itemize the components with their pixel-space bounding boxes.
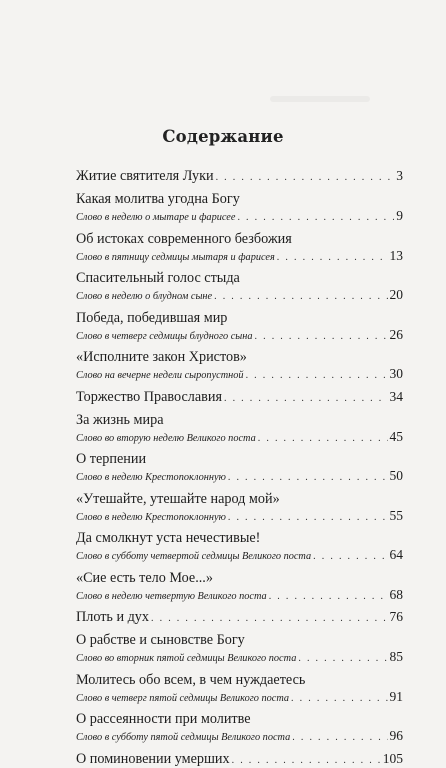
toc-entry-title: Какая молитва угодна Богу bbox=[76, 191, 240, 207]
dot-leader bbox=[269, 591, 388, 603]
toc-page-number: 45 bbox=[389, 428, 403, 444]
toc-page-number: 50 bbox=[389, 468, 403, 483]
dot-leader bbox=[313, 551, 387, 563]
toc-page-number: 85 bbox=[389, 649, 403, 664]
toc-entry bbox=[76, 672, 403, 706]
toc-subtitle-line bbox=[76, 208, 403, 225]
table-of-contents bbox=[76, 168, 403, 768]
toc-title-line bbox=[76, 609, 403, 626]
toc-title-line bbox=[76, 491, 403, 508]
toc-entry-title: Торжество Православия bbox=[76, 388, 222, 405]
dot-leader bbox=[277, 252, 388, 264]
toc-title-line bbox=[76, 310, 403, 327]
toc-page-number: 64 bbox=[389, 547, 403, 562]
toc-entry bbox=[76, 570, 403, 604]
toc-title-line bbox=[76, 451, 403, 468]
toc-entry-subtitle: Слово в субботу четвертой седмицы Великого поста bbox=[76, 551, 312, 562]
toc-entry bbox=[76, 191, 403, 225]
dot-leader bbox=[258, 433, 388, 445]
dot-leader bbox=[255, 331, 388, 343]
toc-entry-subtitle: Слово во вторую неделю Великого поста bbox=[76, 432, 256, 444]
toc-entry bbox=[76, 310, 403, 344]
toc-page-number: 3 bbox=[396, 168, 403, 183]
toc-subtitle-line bbox=[76, 587, 403, 604]
toc-entry-subtitle: Слово в неделю Крестопоклонную bbox=[76, 511, 226, 523]
toc-entry bbox=[76, 609, 403, 626]
toc-entry bbox=[76, 349, 403, 383]
toc-entry-subtitle: Слово в субботу пятой седмицы Великого поста bbox=[76, 732, 291, 743]
dot-leader bbox=[214, 291, 387, 303]
toc-subtitle-line bbox=[76, 508, 403, 525]
toc-page-number: 9 bbox=[396, 208, 403, 223]
toc-entry-title: «Исполните закон Христов» bbox=[76, 349, 247, 365]
toc-subtitle-line bbox=[76, 327, 403, 344]
toc-entry bbox=[76, 168, 403, 185]
dot-leader bbox=[228, 472, 388, 484]
toc-page-number: 91 bbox=[389, 688, 403, 704]
toc-entry-subtitle: Слово во вторник пятой седмицы Великого поста bbox=[76, 653, 297, 664]
toc-subtitle-line bbox=[76, 649, 403, 666]
toc-entry-title: Об истоках современного безбожия bbox=[76, 230, 292, 247]
toc-subtitle-line bbox=[76, 468, 403, 485]
toc-title-line bbox=[76, 711, 403, 728]
toc-entry-subtitle: Слово в неделю четвертую Великого поста bbox=[76, 590, 267, 602]
toc-entry-title: Да смолкнут уста нечестивые! bbox=[76, 530, 261, 546]
toc-entry-title: О поминовении умерших bbox=[76, 750, 230, 767]
dot-leader bbox=[216, 172, 395, 184]
toc-entry bbox=[76, 270, 403, 304]
dot-leader bbox=[151, 613, 388, 625]
toc-title-line bbox=[76, 412, 403, 429]
toc-entry-title: «Утешайте, утешайте народ мой» bbox=[76, 490, 280, 507]
page-title: Содержание bbox=[162, 127, 284, 146]
toc-title-line bbox=[76, 231, 403, 248]
toc-entry-subtitle: Слово в неделю о блудном сыне bbox=[76, 291, 213, 302]
toc-entry bbox=[76, 751, 403, 768]
toc-entry-title: Молитесь обо всем, в чем нуждаетесь bbox=[76, 671, 306, 688]
toc-entry bbox=[76, 451, 403, 485]
toc-entry-title: Победа, победившая мир bbox=[76, 309, 228, 326]
dot-leader bbox=[298, 653, 387, 665]
toc-title-line bbox=[76, 270, 403, 287]
dot-leader bbox=[237, 212, 394, 224]
dot-leader bbox=[291, 693, 387, 705]
toc-entry bbox=[76, 231, 403, 265]
toc-title-line bbox=[76, 530, 403, 547]
toc-subtitle-line bbox=[76, 366, 403, 383]
toc-entry-title: Житие святителя Луки bbox=[76, 168, 214, 184]
toc-page-number: 105 bbox=[382, 750, 403, 766]
toc-page-number: 55 bbox=[389, 507, 403, 523]
toc-entry-title: О рабстве и сыновстве Богу bbox=[76, 632, 245, 648]
toc-entry-title: Плоть и дух bbox=[76, 609, 149, 625]
toc-subtitle-line bbox=[76, 689, 403, 706]
toc-title-line bbox=[76, 389, 403, 406]
toc-subtitle-line bbox=[76, 429, 403, 446]
toc-page-number: 68 bbox=[389, 586, 403, 602]
toc-entry-subtitle: Слово на вечерне недели сыропустной bbox=[76, 370, 244, 381]
toc-entry-title: О терпении bbox=[76, 451, 147, 467]
toc-entry-title: Спасительный голос стыда bbox=[76, 270, 240, 286]
toc-subtitle-line bbox=[76, 248, 403, 265]
toc-title-line bbox=[76, 349, 403, 366]
toc-entry bbox=[76, 491, 403, 525]
toc-title-line bbox=[76, 672, 403, 689]
toc-subtitle-line bbox=[76, 547, 403, 564]
toc-entry-subtitle: Слово в четверг седмицы блудного сына bbox=[76, 330, 253, 342]
toc-page-number: 20 bbox=[389, 287, 403, 302]
toc-entry-subtitle: Слово в неделю о мытаре и фарисее bbox=[76, 212, 236, 223]
toc-entry-title: «Сие есть тело Мое...» bbox=[76, 569, 213, 586]
toc-entry-subtitle: Слово в четверг пятой седмицы Великого поста bbox=[76, 692, 290, 704]
toc-entry bbox=[76, 389, 403, 406]
dot-leader bbox=[292, 732, 387, 744]
toc-title-line bbox=[76, 570, 403, 587]
toc-entry-title: О рассеянности при молитве bbox=[76, 711, 251, 727]
bleed-through-mark bbox=[270, 96, 370, 102]
toc-title-line bbox=[76, 751, 403, 768]
toc-entry-subtitle: Слово в пятницу седмицы мытаря и фарисея bbox=[76, 251, 275, 263]
toc-entry bbox=[76, 632, 403, 666]
toc-page-number: 76 bbox=[389, 609, 403, 624]
toc-entry bbox=[76, 412, 403, 446]
dot-leader bbox=[224, 393, 388, 405]
toc-subtitle-line bbox=[76, 287, 403, 304]
dot-leader bbox=[232, 755, 381, 767]
toc-page-number: 13 bbox=[389, 247, 403, 263]
dot-leader bbox=[246, 370, 388, 382]
toc-page-number: 34 bbox=[389, 388, 403, 404]
toc-entry bbox=[76, 711, 403, 745]
toc-page-number: 30 bbox=[389, 366, 403, 381]
dot-leader bbox=[228, 512, 388, 524]
toc-entry-subtitle: Слово в неделю Крестопоклонную bbox=[76, 472, 226, 483]
toc-title-line bbox=[76, 168, 403, 185]
toc-entry-title: За жизнь мира bbox=[76, 411, 164, 428]
toc-page-number: 26 bbox=[389, 326, 403, 342]
toc-title-line bbox=[76, 191, 403, 208]
toc-title-line bbox=[76, 632, 403, 649]
toc-entry bbox=[76, 530, 403, 564]
toc-page-number: 96 bbox=[389, 728, 403, 743]
toc-subtitle-line bbox=[76, 728, 403, 745]
